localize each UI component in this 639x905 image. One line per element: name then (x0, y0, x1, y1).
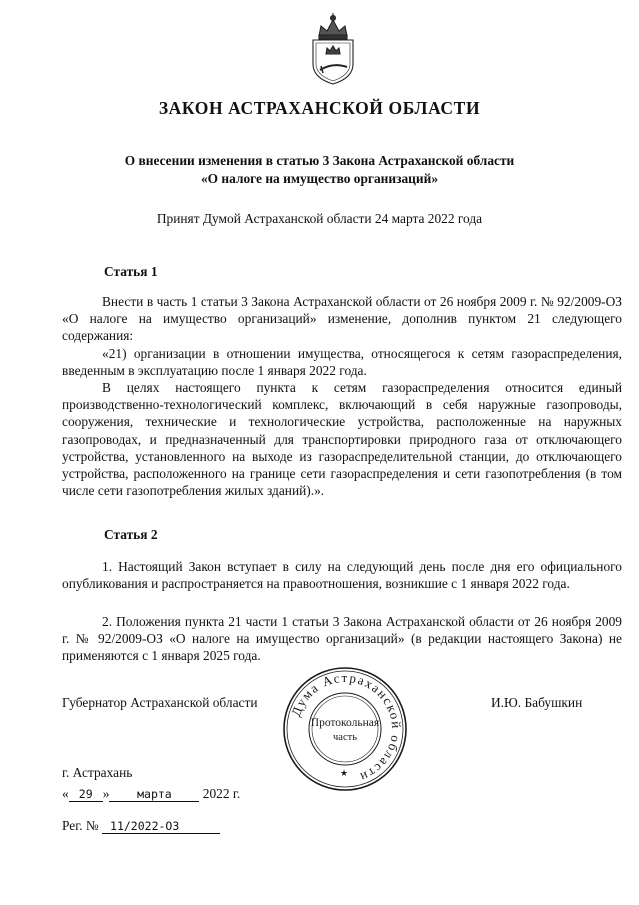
law-title: ЗАКОН АСТРАХАНСКОЙ ОБЛАСТИ (158, 98, 481, 118)
registration-value: 11/2022-ОЗ (102, 819, 220, 834)
date-year: 2022 г. (202, 786, 241, 801)
article-2-heading: Статья 2 (104, 527, 158, 542)
official-stamp (280, 664, 410, 794)
coat-of-arms-emblem (307, 12, 359, 86)
article-1-heading: Статья 1 (104, 264, 158, 279)
article-1-paragraph-2: «21) организации в отношении имущества, относящегося к сетям газораспределения, введенным в эксплуатацию после 1 января 2022 года. (62, 346, 622, 379)
article-2-paragraph-2: 2. Положения пункта 21 части 1 статьи 3 Закона Астраханской области от 26 ноября 2009 г. № 92/2009-ОЗ «О налоге на имущество организаций» (в редакции настоящего Закона) не применяются с 1 января 2025 года. (62, 614, 622, 664)
law-subject-line-2: «О налоге на имущество организаций» (200, 171, 439, 186)
stamp-center-line-2: часть (333, 732, 357, 743)
law-subject-line-1: О внесении изменения в статью 3 Закона Астраханской области (124, 153, 515, 168)
date-day: 29 (69, 787, 103, 802)
city: г. Астрахань (62, 765, 133, 780)
adoption-note: Принят Думой Астраханской области 24 марта 2022 года (156, 211, 483, 226)
article-1-paragraph-1: Внести в часть 1 статьи 3 Закона Астраханской области от 26 ноября 2009 г. № 92/2009-ОЗ «О налоге на имущество организаций» изменение, дополнив пунктом 21 следующего содержания: (62, 294, 622, 344)
date-month: марта (109, 787, 199, 802)
registration-label: Рег. № (62, 818, 99, 833)
stamp-star-icon: ★ (340, 768, 349, 778)
article-2-paragraph-1: 1. Настоящий Закон вступает в силу на следующий день после дня его официального опубликования и распространяется на правоотношения, возникшие с 1 января 2022 года. (62, 559, 622, 592)
governor-title: Губернатор Астраханской области (62, 695, 258, 710)
law-subject (0, 152, 639, 188)
article-1-paragraph-3: В целях настоящего пункта к сетям газораспределения относится единый производственно-технологический комплекс, включающий в себя наружные газопроводы, сооружения, технические и технологические устройства, расположенные на наружных газопроводах, и предназначенный для транспортировки природного газа от отключающего устройства, установленного на выходе из газораспределительной станции, до отключающего устройства, расположенного на границе сети газораспределения и сети газопотребления (в том числе сети газопотребления жилых зданий).». (62, 380, 622, 499)
stamp-ring-text: Дума Астраханской области (287, 669, 405, 786)
registration-number (62, 818, 220, 834)
stamp-center-line-1: Протокольная (310, 717, 380, 729)
signing-date: « 29 » марта 2022 г. (62, 786, 241, 801)
signer-name: И.Ю. Бабушкин (491, 695, 583, 710)
